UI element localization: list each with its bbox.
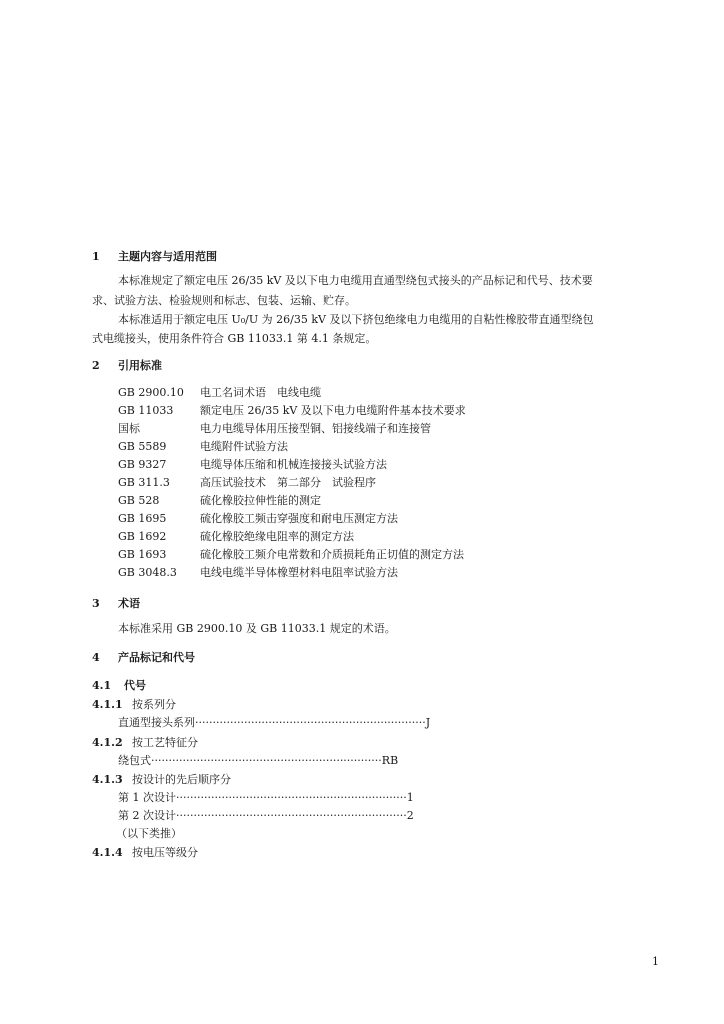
code-entry [118,791,414,805]
ref-code: GB 1695 [118,512,167,525]
code-entry-label: 第 1 次设计 [118,791,176,804]
subsection-title: 按电压等级分 [132,846,198,859]
section-number: 1 [92,250,100,263]
ref-code: GB 11033 [118,404,174,417]
subsection-number: 4.1.2 [92,736,123,749]
code-entry [118,716,431,730]
subsection-4-1 [92,679,146,693]
reference-row [118,440,288,454]
ref-title: 电工名词术语 电线电缆 [200,386,321,399]
ref-title: 电缆导体压缩和机械连接接头试验方法 [200,458,387,471]
note-text: （以下类推） [116,827,182,840]
section-2-heading [92,359,162,373]
reference-row [118,548,464,562]
code-entry-code: J [425,716,431,729]
ref-code: GB 528 [118,494,160,507]
ref-code: GB 9327 [118,458,167,471]
reference-row [118,386,321,400]
paragraph-line: 本标准规定了额定电压 26/35 kV 及以下电力电缆用直通型绕包式接头的产品标记和代号、技术要 [118,274,593,287]
subsection-number: 4.1.3 [92,773,123,786]
subsection-4-1-1 [92,698,176,712]
code-entry-code: 1 [406,791,414,804]
code-entry-label: 第 2 次设计 [118,809,176,822]
code-entry [118,809,414,823]
ref-code: GB 3048.3 [118,566,177,579]
ref-code: GB 5589 [118,440,167,453]
ref-title: 电线电缆半导体橡塑材料电阻率试验方法 [200,566,398,579]
code-entry-code: 2 [406,809,414,822]
reference-row [118,512,398,526]
subsection-4-1-2 [92,736,198,750]
section-number: 4 [92,651,100,664]
reference-row [118,476,376,490]
reference-row [118,566,398,580]
paragraph-line: 式电缆接头，使用条件符合 GB 11033.1 第 4.1 条规定。 [92,332,377,345]
ref-code: GB 2900.10 [118,386,184,399]
dot-leader: ·································································· [195,716,426,729]
dot-leader: ·································································· [176,809,407,822]
ref-title: 电缆附件试验方法 [200,440,288,453]
subsection-title: 按系列分 [132,698,176,711]
subsection-title: 按设计的先后顺序分 [132,773,231,786]
subsection-number: 4.1 [92,679,112,692]
subsection-number: 4.1.4 [92,846,123,859]
reference-row [118,458,387,472]
subsection-title: 按工艺特征分 [132,736,198,749]
code-entry [118,754,399,768]
ref-title: 硫化橡胶工频介电常数和介质损耗角正切值的测定方法 [200,548,464,561]
ref-title: 电力电缆导体用压接型铜、铝接线端子和连接管 [200,422,431,435]
subsection-4-1-3 [92,773,231,787]
page-number: 1 [652,955,659,968]
code-entry-code: RB [381,754,399,767]
section-3-heading [92,597,140,611]
section-title: 主题内容与适用范围 [118,250,217,263]
reference-row [118,422,431,436]
ref-title: 高压试验技术 第二部分 试验程序 [200,476,376,489]
dot-leader: ·································································· [151,754,382,767]
ref-title: 硫化橡胶绝缘电阻率的测定方法 [200,530,354,543]
reference-row [118,530,354,544]
ref-title: 硫化橡胶工频击穿强度和耐电压测定方法 [200,512,398,525]
subsection-number: 4.1.1 [92,698,123,711]
section-1-heading [92,250,217,264]
ref-code: GB 311.3 [118,476,170,489]
section-number: 2 [92,359,100,372]
section-4-heading [92,651,195,665]
section-title: 术语 [118,597,140,610]
code-entry-label: 绕包式 [118,754,151,767]
reference-row [118,494,321,508]
paragraph-line: 本标准采用 GB 2900.10 及 GB 11033.1 规定的术语。 [118,622,396,635]
section-title: 产品标记和代号 [118,651,195,664]
ref-code: 国标 [118,422,140,435]
ref-title: 额定电压 26/35 kV 及以下电力电缆附件基本技术要求 [200,404,466,417]
dot-leader: ·································································· [176,791,407,804]
ref-code: GB 1693 [118,548,167,561]
paragraph-line: 本标准适用于额定电压 U₀/U 为 26/35 kV 及以下挤包绝缘电力电缆用的自粘性橡胶带直通型绕包 [118,313,594,326]
paragraph-line: 求、试验方法、检验规则和标志、包装、运输、贮存。 [92,294,356,307]
section-title: 引用标准 [118,359,162,372]
reference-row [118,404,466,418]
ref-title: 硫化橡胶拉伸性能的测定 [200,494,321,507]
subsection-4-1-4 [92,846,198,860]
code-entry-label: 直通型接头系列 [118,716,195,729]
ref-code: GB 1692 [118,530,167,543]
subsection-title: 代号 [124,679,146,692]
section-number: 3 [92,597,100,610]
